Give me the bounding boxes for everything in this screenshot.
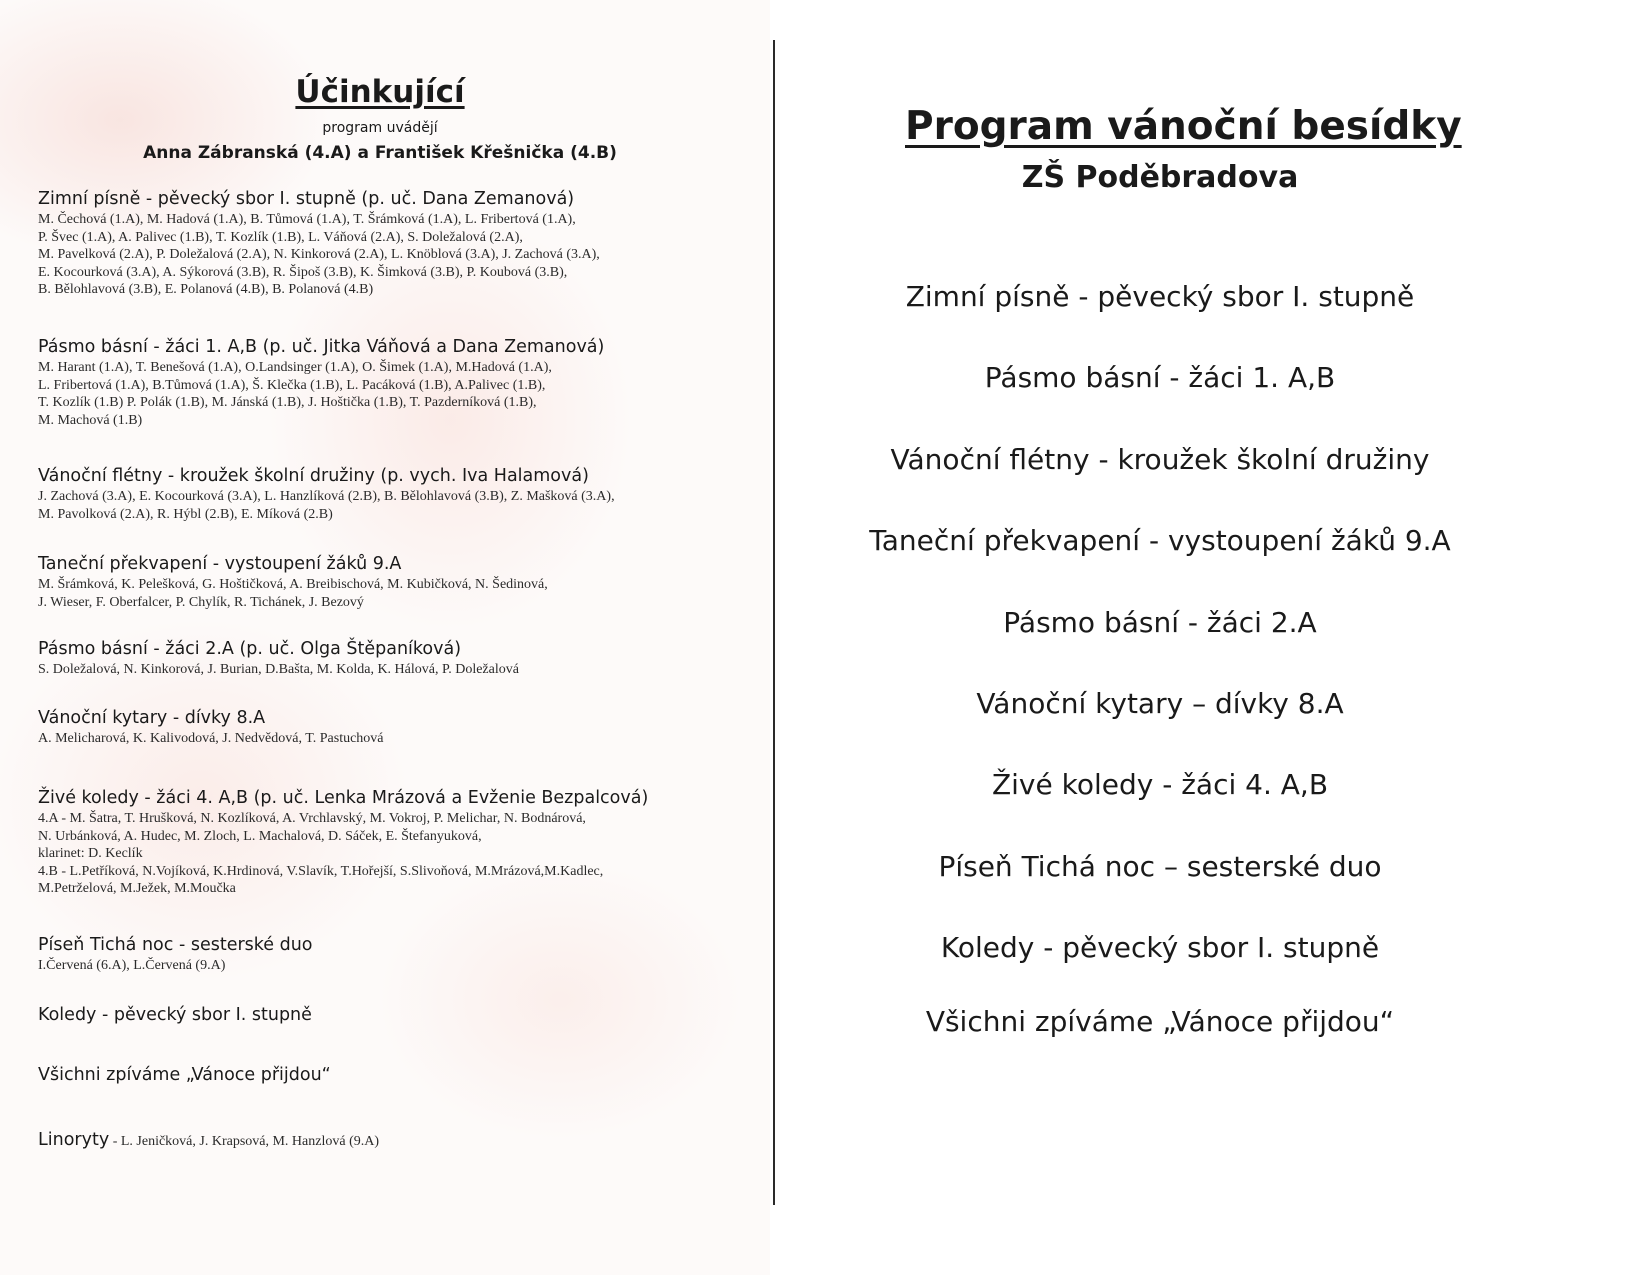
performers-heading: Účinkující [295, 74, 465, 110]
name-line: I.Červená (6.A), L.Červená (9.A) [38, 958, 226, 973]
name-line: M. Šrámková, K. Pelešková, G. Hoštičková, A. Breibischová, M. Kubičková, N. Šedinová, [38, 577, 548, 592]
name-line: M. Pavolková (2.A), R. Hýbl (2.B), E. Míková (2.B) [38, 506, 333, 522]
act-names [38, 488, 738, 523]
act-title: Vánoční flétny - kroužek školní družiny (p. vych. Iva Halamová) [38, 466, 589, 486]
program-item: Píseň Tichá noc – sesterské duo [938, 850, 1382, 883]
act-title: Taneční překvapení - vystoupení žáků 9.A [38, 554, 402, 574]
name-line: 4.B - L.Petříková, N.Vojíková, K.Hrdinová, V.Slavík, T.Hořejší, S.Slivoňová, M.Mrázová,M.Kadlec, [38, 863, 604, 879]
name-line: J. Zachová (3.A), E. Kocourková (3.A), L. Hanzlíková (2.B), B. Bělohlavová (3.B), Z. Mašková (3.A), [38, 489, 615, 504]
act-names [38, 957, 738, 975]
act-block [38, 707, 738, 748]
act-title: Píseň Tichá noc - sesterské duo [38, 935, 313, 955]
school-name: ZŠ Poděbradova [1021, 160, 1299, 195]
program-item: Koledy - pěvecký sbor I. stupně [940, 931, 1380, 964]
act-block [38, 1004, 738, 1027]
act-title: Živé koledy - žáci 4. A,B (p. uč. Lenka Mrázová a Evženie Bezpalcová) [38, 788, 649, 808]
name-line: S. Doležalová, N. Kinkorová, J. Burian, D.Bašta, M. Kolda, K. Hálová, P. Doležalová [38, 662, 519, 677]
program-item: Pásmo básní - žáci 2.A [1003, 606, 1317, 639]
act-block [38, 465, 738, 523]
program-title: Program vánoční besídky [905, 104, 1462, 149]
act-block [38, 934, 738, 975]
act-block [38, 1064, 738, 1087]
act-names [38, 810, 738, 898]
act-block [38, 638, 738, 679]
left-page [0, 0, 770, 1275]
program-item: Všichni zpíváme „Vánoce přijdou“ [925, 1005, 1395, 1038]
act-title: Zimní písně - pěvecký sbor I. stupně (p. uč. Dana Zemanová) [38, 189, 575, 209]
presenters-caption: program uvádějí [322, 120, 438, 136]
name-line: B. Bělohlavová (3.B), E. Polanová (4.B), B. Polanová (4.B) [38, 282, 374, 297]
act-names [38, 576, 738, 611]
act-title: Pásmo básní - žáci 2.A (p. uč. Olga Štěpaníková) [38, 639, 462, 659]
act-title: Koledy - pěvecký sbor I. stupně [38, 1005, 312, 1025]
act-block [38, 1129, 738, 1153]
act-block [38, 188, 738, 299]
act-title: Pásmo básní - žáci 1. A,B (p. uč. Jitka Váňová a Dana Zemanová) [38, 337, 605, 357]
name-line: A. Melicharová, K. Kalivodová, J. Nedvědová, T. Pastuchová [38, 731, 384, 746]
act-names [38, 359, 738, 429]
act-title: Vánoční kytary - dívky 8.A [38, 708, 266, 728]
act-names [38, 661, 738, 679]
name-line: J. Wieser, F. Oberfalcer, P. Chylík, R. Tichánek, J. Bezový [38, 594, 364, 610]
name-line: M. Harant (1.A), T. Benešová (1.A), O.Landsinger (1.A), O. Šimek (1.A), M.Hadová (1.A), [38, 360, 552, 375]
linocuts-line [38, 1129, 738, 1153]
program-item: Vánoční kytary – dívky 8.A [976, 687, 1344, 720]
name-line: T. Kozlík (1.B) P. Polák (1.B), M. Jánská (1.B), J. Hoštička (1.B), T. Pazderníková (1.B), [38, 395, 537, 410]
page-divider [773, 40, 775, 1205]
act-block [38, 553, 738, 611]
program-item: Vánoční flétny - kroužek školní družiny [890, 443, 1430, 476]
program-item: Zimní písně - pěvecký sbor I. stupně [905, 280, 1415, 313]
name-line: M. Čechová (1.A), M. Hadová (1.A), B. Tůmová (1.A), T. Šrámková (1.A), L. Fribertová (1.A), [38, 212, 576, 227]
program-item: Živé koledy - žáci 4. A,B [991, 768, 1329, 801]
name-line: L. Fribertová (1.A), B.Tůmová (1.A), Š. Klečka (1.B), L. Pacáková (1.B), A.Palivec (1.B), [38, 377, 546, 393]
name-line: P. Švec (1.A), A. Palivec (1.B), T. Kozlík (1.B), L. Váňová (2.A), S. Doležalová (2.A), [38, 229, 523, 245]
name-line: M. Pavelková (2.A), P. Doležalová (2.A), N. Kinkorová (2.A), L. Knöblová (3.A), J. Zachová (3.A), [38, 247, 600, 262]
linocuts-label: Linoryty [38, 1130, 110, 1150]
name-line: N. Urbánková, A. Hudec, M. Zloch, L. Machalová, D. Sáček, E. Štefanyuková, [38, 828, 482, 844]
presenters-names: Anna Zábranská (4.A) a František Křešnička (4.B) [143, 143, 617, 163]
act-block [38, 787, 738, 898]
program-item: Pásmo básní - žáci 1. A,B [984, 361, 1336, 394]
linocuts-names: - L. Jeničková, J. Krapsová, M. Hanzlová (9.A) [109, 1134, 380, 1149]
name-line: M. Machová (1.B) [38, 412, 143, 428]
name-line: klarinet: D. Keclík [38, 846, 143, 861]
name-line: E. Kocourková (3.A), A. Sýkorová (3.B), R. Šipoš (3.B), K. Šimková (3.B), P. Koubová (3.B), [38, 264, 568, 280]
act-title: Všichni zpíváme „Vánoce přijdou“ [38, 1065, 331, 1085]
act-names [38, 730, 738, 748]
name-line: 4.A - M. Šatra, T. Hrušková, N. Kozlíková, A. Vrchlavský, M. Vokroj, P. Melichar, N. Bodnárová, [38, 811, 586, 826]
act-block [38, 336, 738, 429]
act-names [38, 211, 738, 299]
name-line: M.Petrželová, M.Ježek, M.Moučka [38, 881, 236, 896]
program-item: Taneční překvapení - vystoupení žáků 9.A [869, 524, 1451, 557]
